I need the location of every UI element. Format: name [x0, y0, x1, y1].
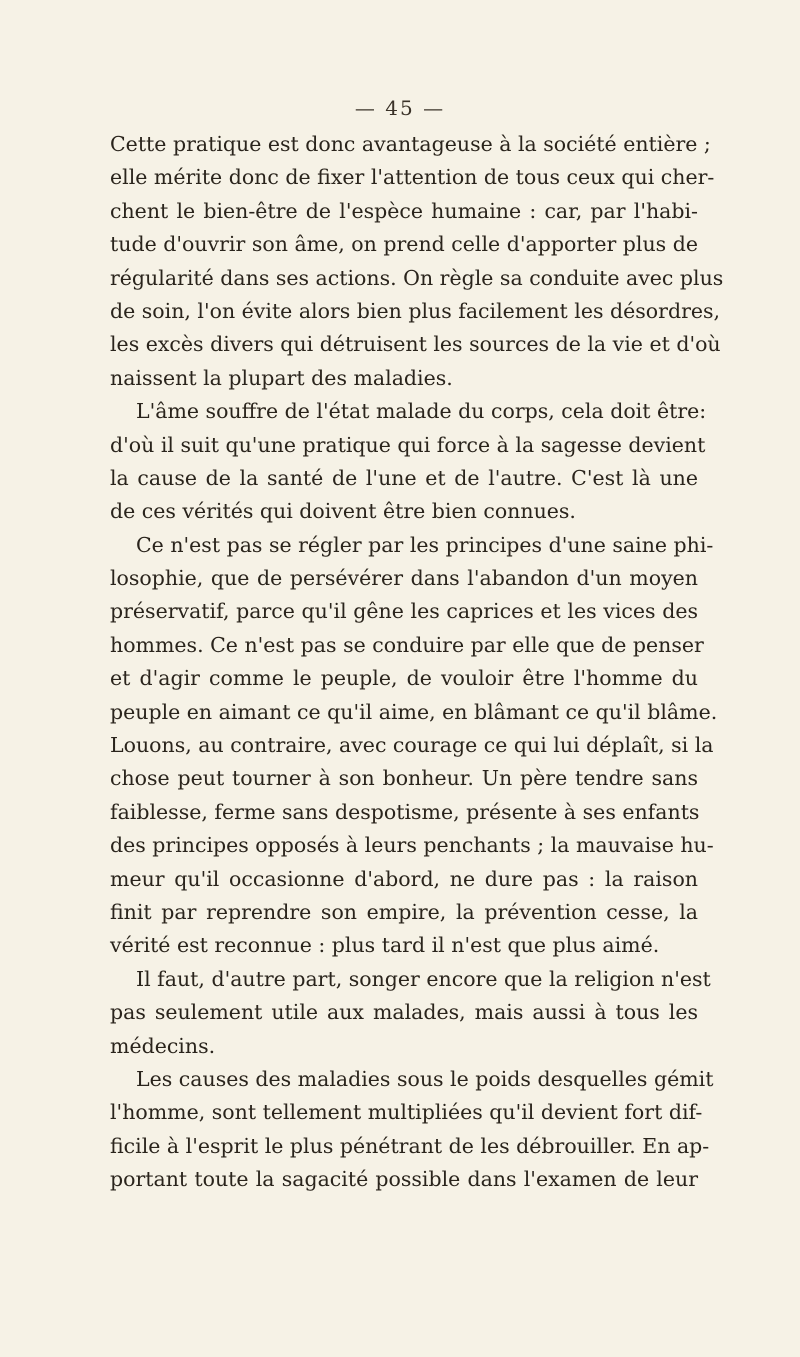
text-line: pas seulement utile aux malades, mais aussi à tous les	[110, 1000, 698, 1025]
text-line: naissent la plupart des maladies.	[110, 365, 453, 390]
text-line: portant toute la sagacité possible dans l'examen de leur	[110, 1167, 698, 1192]
text-line: faiblesse, ferme sans despotisme, présente à ses enfants	[110, 799, 700, 824]
text-line: chent le bien-être de l'espèce humaine : car, par l'habi-	[110, 198, 698, 223]
text-line: Les causes des maladies sous le poids desquelles gémit	[136, 1066, 714, 1091]
text-line: de soin, l'on évite alors bien plus facilement les désordres,	[110, 298, 721, 323]
text-line: et d'agir comme le peuple, de vouloir être l'homme du	[110, 666, 698, 691]
text-line: losophie, que de persévérer dans l'abandon d'un moyen	[110, 566, 698, 591]
text-line: elle mérite donc de fixer l'attention de tous ceux qui cher-	[110, 165, 715, 190]
text-line: tude d'ouvrir son âme, on prend celle d'apporter plus de	[110, 232, 698, 257]
text-line: meur qu'il occasionne d'abord, ne dure pas : la raison	[110, 866, 698, 891]
text-line: peuple en aimant ce qu'il aime, en blâmant ce qu'il blâme.	[110, 699, 718, 724]
text-line: Louons, au contraire, avec courage ce qui lui déplaît, si la	[110, 733, 714, 758]
text-line: Ce n'est pas se régler par les principes d'une saine phi-	[136, 532, 714, 557]
text-line: vérité est reconnue : plus tard il n'est que plus aimé.	[110, 933, 660, 958]
text-line: la cause de la santé de l'une et de l'autre. C'est là une	[110, 465, 698, 490]
body-text	[110, 128, 724, 1197]
text-line: des principes opposés à leurs penchants ; la mauvaise hu-	[110, 833, 714, 858]
text-line: chose peut tourner à son bonheur. Un père tendre sans	[110, 766, 698, 791]
text-line: hommes. Ce n'est pas se conduire par elle que de penser	[110, 632, 704, 657]
text-line: préservatif, parce qu'il gêne les caprices et les vices des	[110, 599, 698, 624]
text-line: d'où il suit qu'une pratique qui force à la sagesse devient	[110, 432, 706, 457]
text-line: l'homme, sont tellement multipliées qu'il devient fort dif-	[110, 1100, 703, 1125]
text-line: Cette pratique est donc avantageuse à la société entière ;	[110, 132, 711, 156]
text-line: L'âme souffre de l'état malade du corps, cela doit être:	[136, 399, 707, 424]
text-line: ficile à l'esprit le plus pénétrant de les débrouiller. En ap-	[110, 1133, 710, 1158]
text-line: les excès divers qui détruisent les sources de la vie et d'où	[110, 332, 721, 357]
page-number-header: — 45 —	[354, 96, 446, 120]
text-line: Il faut, d'autre part, songer encore que la religion n'est	[136, 966, 711, 991]
text-line: finit par reprendre son empire, la prévention cesse, la	[110, 899, 698, 924]
text-line: régularité dans ses actions. On règle sa conduite avec plus	[110, 265, 724, 290]
text-line: de ces vérités qui doivent être bien connues.	[110, 499, 576, 524]
text-line: médecins.	[110, 1033, 216, 1058]
